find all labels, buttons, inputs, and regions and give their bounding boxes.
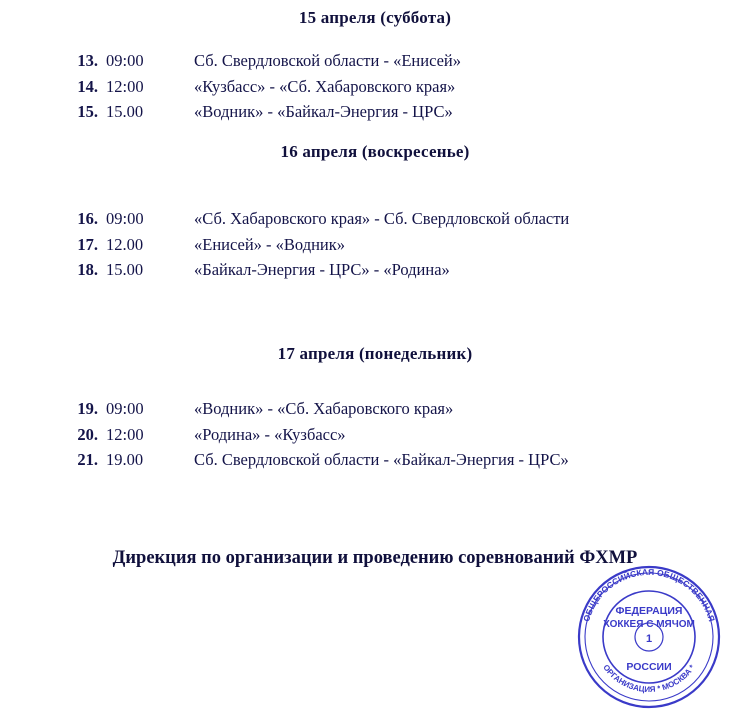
match-teams: «Водник» - «Сб. Хабаровского края» xyxy=(194,399,454,418)
match-number: 20. xyxy=(77,424,98,444)
match-time: 09:00 xyxy=(106,51,144,70)
match-row xyxy=(0,74,750,100)
match-row xyxy=(0,447,750,473)
match-time: 09:00 xyxy=(106,209,144,228)
match-teams: «Родина» - «Кузбасс» xyxy=(194,424,346,444)
match-list xyxy=(0,48,750,125)
match-time: 15.00 xyxy=(106,102,144,122)
match-teams: «Сб. Хабаровского края» - Сб. Свердловской области xyxy=(194,209,570,228)
day-block-2 xyxy=(0,142,750,283)
match-time: 12:00 xyxy=(106,76,144,96)
day-block-1 xyxy=(0,8,750,125)
match-time: 19.00 xyxy=(106,450,144,470)
stamp-outer-bottom-text: ОРГАНИЗАЦИЯ * МОСКВА * xyxy=(601,663,697,695)
match-row xyxy=(0,396,750,422)
match-row xyxy=(0,48,750,74)
match-row xyxy=(0,99,750,125)
match-time: 09:00 xyxy=(106,399,144,418)
match-number: 17. xyxy=(77,234,98,254)
stamp-center-circle xyxy=(635,623,663,651)
match-time: 12.00 xyxy=(106,234,144,254)
stamp-inner-line-2: ХОККЕЯ С МЯЧОМ xyxy=(603,619,695,630)
day-title: 17 апреля (понедельник) xyxy=(277,344,473,363)
match-teams: «Енисей» - «Водник» xyxy=(194,234,346,254)
match-teams: Сб. Свердловской области - «Байкал-Энергия - ЦРС» xyxy=(194,450,569,470)
day-block-3 xyxy=(0,344,750,473)
official-stamp xyxy=(574,562,724,712)
match-number: 16. xyxy=(77,209,98,228)
match-row xyxy=(0,257,750,283)
match-row xyxy=(0,206,750,232)
stamp-center-mark: 1 xyxy=(645,633,653,645)
match-time: 15.00 xyxy=(106,260,144,280)
match-number: 14. xyxy=(77,76,98,96)
day-title: 15 апреля (суббота) xyxy=(298,8,452,27)
match-number: 13. xyxy=(77,51,98,70)
match-row xyxy=(0,422,750,448)
match-number: 19. xyxy=(77,399,98,418)
stamp-inner-circle xyxy=(603,591,695,683)
match-teams: «Кузбасс» - «Сб. Хабаровского края» xyxy=(194,76,456,96)
match-time: 12:00 xyxy=(106,424,144,444)
match-teams: «Байкал-Энергия - ЦРС» - «Родина» xyxy=(194,260,450,280)
day-title: 16 апреля (воскресенье) xyxy=(280,142,470,161)
match-number: 18. xyxy=(77,260,98,280)
stamp-outer-top-text: ОБЩЕРОССИЙСКАЯ ОБЩЕСТВЕННАЯ xyxy=(581,566,717,623)
match-list xyxy=(0,206,750,283)
match-row xyxy=(0,232,750,258)
match-teams: Сб. Свердловской области - «Енисей» xyxy=(194,51,462,70)
stamp-outer-circle xyxy=(579,567,719,707)
stamp-inner-line-1: ФЕДЕРАЦИЯ xyxy=(615,605,683,617)
stamp-outer-circle-thin xyxy=(585,573,713,701)
match-number: 21. xyxy=(77,450,98,470)
stamp-inner-line-3: РОССИИ xyxy=(626,661,672,673)
signature-line: Дирекция по организации и проведению соревнований ФХМР xyxy=(112,548,638,568)
match-teams: «Водник» - «Байкал-Энергия - ЦРС» xyxy=(194,102,453,122)
match-number: 15. xyxy=(77,102,98,122)
match-list xyxy=(0,396,750,473)
